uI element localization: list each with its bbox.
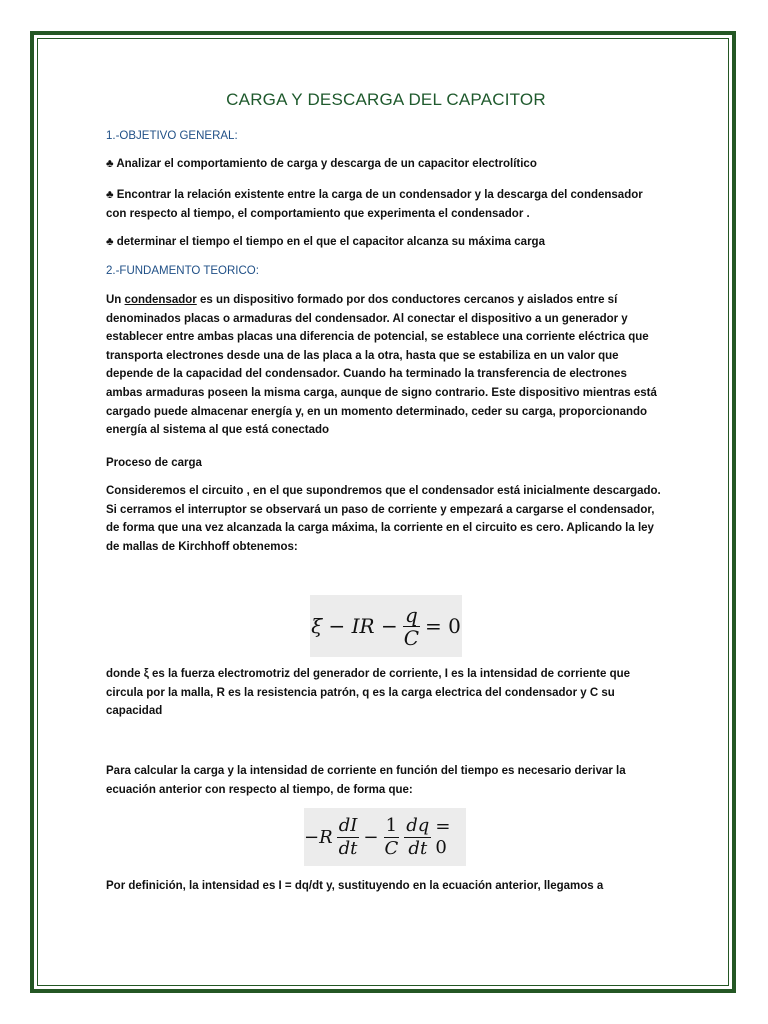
charging-paragraph: Consideremos el circuito , en el que supondremos que el condensador está inicialmente descargado. Si cerramos el interruptor se observará un paso de corriente y empezará a cargarse el condensador, de forma que una vez alcanzada la carga máxima, la corriente en el circuito es cero. Aplicando la ley de mallas de Kirchhoff obtenemos: — [106, 485, 661, 553]
eq2-denominator-3: dt — [408, 837, 428, 859]
eq2-minus: − — [363, 826, 379, 848]
objective-bullet-3: ♣ determinar el tiempo el tiempo en el que el capacitor alcanza su máxima carga — [106, 236, 545, 248]
objective-bullet-2: ♣ Encontrar la relación existente entre la carga de un condensador y la descarga del condensador con respecto al tiempo, el comportamiento que experimenta el condensador . — [106, 189, 643, 220]
eq1-numerator: q — [404, 602, 418, 627]
section1-heading: 1.-OBJETIVO GENERAL: — [106, 130, 238, 142]
eq2-numerator-1: dI — [338, 814, 358, 836]
eq1-denominator: C — [403, 625, 420, 650]
variables-paragraph: donde ξ es la fuerza electromotriz del generador de corriente, I es la intensidad de corriente que circula por la malla, R es la resistencia patrón, q es la carga electrica del condensador y C su capacidad — [106, 668, 631, 718]
objective-bullet-1: ♣ Analizar el comportamiento de carga y descarga de un capacitor electrolítico — [106, 158, 537, 170]
theory-first-word: Un — [106, 294, 122, 306]
eq2-lhs: −R — [304, 826, 333, 848]
eq1-rhs: = 0 — [425, 614, 461, 638]
eq2-numerator-3: dq — [406, 814, 430, 836]
theory-paragraph — [106, 291, 666, 440]
theory-paragraph-text: es un dispositivo formado por dos conductores cercanos y aislados entre sí denominados placas o armaduras del condensador. Al conectar el dispositivo a un generador y establecer entre ambas placas una diferencia de potencial, se establece una corriente eléctrica que transporta electrones desde una de las placa a la otra, hasta que se estabiliza en un valor que depende de la capacidad del condensador. Cuando ha terminado la transferencia de electrones ambas armaduras poseen la misma carga, aunque de signo contrario. Este dispositivo mientras está cargado puede almacenar energía y, en un momento determinado, ceder su carga, proporcionando energía al sistema al que está conectado — [106, 294, 657, 437]
derivation-paragraph: Para calcular la carga y la intensidad de corriente en función del tiempo es necesario derivar la ecuación anterior con respecto al tiempo, de forma que: — [106, 765, 626, 796]
eq2-numerator-2: 1 — [385, 814, 398, 836]
eq2-fraction-1 — [337, 815, 360, 860]
document-content — [106, 90, 666, 892]
eq2-fraction-2 — [383, 815, 401, 860]
equation-derivative — [304, 808, 466, 866]
equation-kirchhoff — [310, 595, 462, 657]
eq2-fraction-3 — [404, 815, 431, 860]
definition-paragraph: Por definición, la intensidad es I = dq/dt y, sustituyendo en la ecuación anterior, llegamos a — [106, 880, 604, 892]
section2-heading: 2.-FUNDAMENTO TEORICO: — [106, 265, 259, 277]
charging-process-heading: Proceso de carga — [106, 457, 202, 469]
document-title: CARGA Y DESCARGA DEL CAPACITOR — [226, 90, 546, 109]
eq2-denominator-1: dt — [338, 837, 358, 859]
eq2-rhs: = 0 — [435, 816, 451, 858]
eq1-lhs: ξ − IR − — [311, 614, 398, 638]
condensador-link[interactable]: condensador — [124, 294, 197, 306]
eq1-fraction — [402, 604, 421, 649]
eq2-denominator-2: C — [384, 837, 399, 859]
